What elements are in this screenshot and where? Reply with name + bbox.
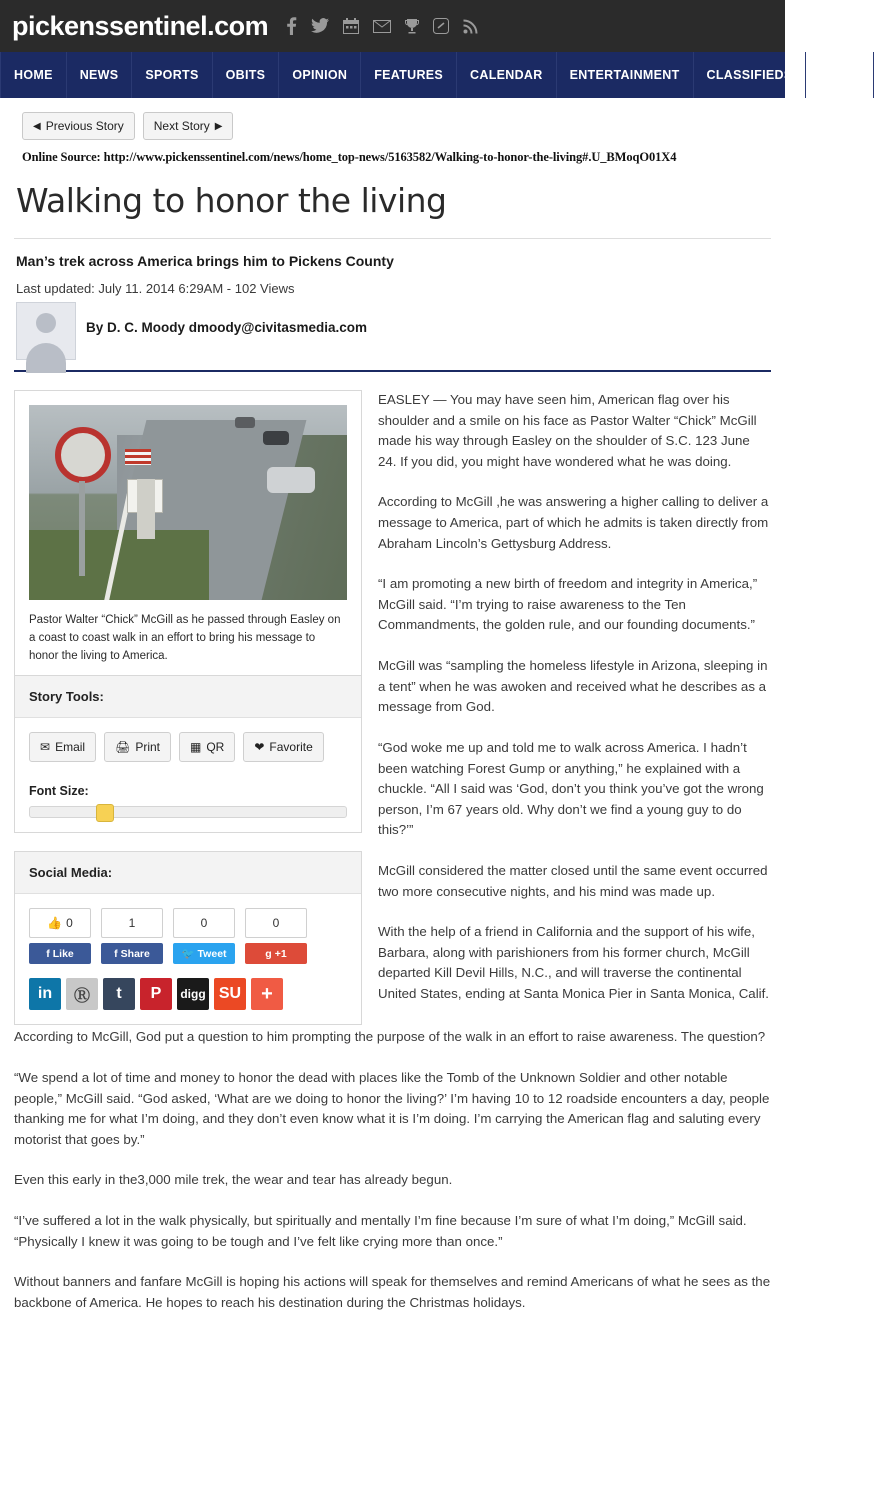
reddit-icon[interactable]: Ⓡ [66, 978, 98, 1010]
nav-item-classifieds[interactable]: CLASSIFIEDS [694, 52, 807, 98]
qr-button-label: QR [206, 740, 225, 755]
twitter-tweet-count: 0 [200, 916, 208, 931]
story-navigation [14, 98, 771, 146]
rss-icon[interactable] [463, 19, 478, 34]
article-paragraph: McGill was “sampling the homeless lifestyle in Arizona, sleeping in a tent” when he was awoken and received what he describes as a message from God. [378, 658, 768, 715]
article-paragraph: McGill considered the matter closed until the same event occurred two more consecutive nights, and his mind was made up. [378, 862, 768, 899]
article-paragraph: “God woke me up and told me to walk across America. I hadn’t been watching Forest Gump or anything,” he explained with a chuckle. “All I said was ‘God, don’t you think you’ve got the wrong person, I’m 67 years old. Why don’t we find a young guy to do this?’” [378, 739, 764, 838]
thumbs-up-icon: 👍 [47, 916, 63, 931]
main-navigation [0, 52, 860, 98]
next-story-label: Next Story [153, 119, 210, 133]
masthead-social-links [286, 17, 478, 35]
social-counters [29, 908, 347, 964]
article-body-right [378, 390, 771, 1025]
tumblr-icon[interactable]: t [103, 978, 135, 1010]
more-share-icon[interactable]: + [251, 978, 283, 1010]
next-story-button[interactable] [143, 112, 234, 140]
nav-item-business[interactable]: BUSIN [806, 52, 873, 98]
qr-code-icon: ▦ [190, 740, 202, 755]
social-media-title: Social Media: [15, 852, 361, 894]
printer-icon: 🖨 [115, 740, 131, 755]
avatar-body [26, 343, 66, 373]
article-paragraph: “I am promoting a new birth of freedom and integrity in America,” McGill said. “I’m trying to raise awareness to the Ten Commandments, the golden rule, and our founding documents.” [378, 576, 758, 633]
facebook-f-icon: f [46, 947, 50, 960]
photo-car-near [267, 467, 315, 493]
article-body-full [14, 1025, 771, 1313]
photo-car-far [235, 417, 255, 428]
divider [14, 238, 771, 239]
email-button-label: Email [55, 740, 86, 755]
pinterest-icon[interactable]: P [140, 978, 172, 1010]
american-flag-icon [125, 449, 151, 465]
facebook-share-cell [101, 908, 163, 964]
google-plus-count-bubble [245, 908, 307, 938]
chevron-right-icon: ▶ [214, 120, 223, 132]
facebook-like-count-bubble [29, 908, 91, 938]
twitter-bird-icon: 🐦 [181, 948, 195, 961]
article-paragraph: According to McGill ,he was answering a higher calling to deliver a message to America, part of which he admits is taken directly from Abraham Lincoln’s Gettysburg Address. [378, 494, 769, 551]
font-size-slider[interactable] [29, 806, 347, 818]
google-plus-cell [245, 908, 307, 964]
article-photo [29, 405, 347, 600]
nav-item-calendar[interactable]: CALENDAR [457, 52, 557, 98]
article-columns [14, 390, 771, 1025]
article-paragraph: According to McGill, God put a question to him prompting the purpose of the walk in an effort to raise awareness. The question? [14, 1029, 766, 1045]
qr-button[interactable] [179, 732, 235, 762]
favorite-button[interactable] [243, 732, 323, 762]
page-title: Walking to honor the living [16, 181, 447, 220]
google-plus-label: +1 [274, 947, 287, 960]
twitter-tweet-button[interactable] [173, 943, 235, 964]
stumbleupon-icon[interactable]: SU [214, 978, 246, 1010]
chevron-left-icon: ◀ [33, 120, 41, 132]
site-title[interactable]: pickenssentinel.com [12, 10, 269, 41]
photo-signpost [79, 481, 85, 576]
favorite-button-label: Favorite [269, 740, 313, 755]
facebook-f-icon-share: f [114, 947, 118, 960]
avatar [16, 302, 76, 360]
previous-story-button[interactable] [22, 112, 135, 140]
envelope-icon: ✉ [40, 740, 51, 755]
last-updated-text: Last updated: July 11. 2014 6:29AM - 102 Views [16, 281, 295, 296]
story-tools-body [15, 718, 361, 832]
facebook-like-count: 0 [66, 916, 73, 931]
article-paragraph: “I’ve suffered a lot in the walk physically, but spiritually and mentally I’m fine because I’m sure of what I’m doing,” McGill said. “Physically I knew it was going to be tough and I’ve felt like crying more than once.” [14, 1213, 747, 1249]
link-icon[interactable] [433, 18, 449, 34]
facebook-share-label: Share [120, 947, 150, 960]
google-g-icon: g [265, 947, 272, 960]
online-source-line: Online Source: http://www.pickenssentinel.com/news/home_top-news/5163582/Walking-to-honor-the-living#.U_BMoqO01X4 [22, 150, 677, 164]
story-tools-buttons [29, 732, 347, 762]
do-not-enter-sign-icon [55, 427, 111, 483]
facebook-icon[interactable] [286, 17, 297, 35]
font-size-slider-handle[interactable] [96, 804, 114, 822]
social-media-panel [14, 851, 362, 1025]
article-paragraph: Without banners and fanfare McGill is hoping his actions will speak for themselves and remind Americans of what he sees as the backbone of America. He hopes to reach his destination during the Christmas holidays. [14, 1274, 771, 1310]
article-subhead: Man’s trek across America brings him to Pickens County [16, 253, 394, 269]
trophy-icon[interactable] [405, 18, 419, 34]
story-tools-title: Story Tools: [15, 676, 361, 718]
nav-item-news[interactable]: NEWS [67, 52, 133, 98]
photo-caption: Pastor Walter “Chick” McGill as he passed through Easley on a coast to coast walk in an effort to bring his message to honor the living to America. [29, 614, 341, 662]
masthead [0, 0, 785, 52]
previous-story-label: Previous Story [45, 119, 124, 133]
facebook-share-count: 1 [128, 916, 136, 931]
calendar-icon[interactable] [343, 18, 359, 34]
share-icon-row [29, 978, 347, 1010]
twitter-icon[interactable] [311, 18, 329, 34]
nav-item-opinion[interactable]: OPINION [279, 52, 361, 98]
avatar-head [36, 313, 56, 333]
facebook-share-count-bubble [101, 908, 163, 938]
heart-icon: ❤ [254, 740, 265, 755]
photo-car-mid [263, 431, 289, 445]
twitter-tweet-label: Tweet [197, 947, 227, 960]
nav-item-home[interactable]: HOME [0, 52, 67, 98]
article-photo-box [14, 390, 362, 676]
nav-item-entertainment[interactable]: ENTERTAINMENT [557, 52, 694, 98]
linkedin-icon[interactable]: in [29, 978, 61, 1010]
accent-divider [14, 370, 771, 372]
byline: By D. C. Moody dmoody@civitasmedia.com [86, 320, 367, 335]
article-paragraph: Even this early in the3,000 mile trek, the wear and tear has already begun. [14, 1172, 453, 1188]
photo-walker [137, 479, 155, 539]
digg-icon[interactable]: digg [177, 978, 209, 1010]
twitter-tweet-cell [173, 908, 235, 964]
nav-item-sports[interactable]: SPORTS [132, 52, 212, 98]
google-plus-count: 0 [272, 916, 280, 931]
google-plus-button[interactable] [245, 943, 307, 964]
article-paragraph: With the help of a friend in California and the support of his wife, Barbara, along with parishioners from his former church, McGill departed Kill Devil Hills, N.C., and will traverse the continental United States, ending at Santa Monica Pier in Santa Monica, Calif. [378, 924, 769, 1002]
story-tools-panel [14, 676, 362, 833]
facebook-like-button[interactable] [29, 943, 91, 964]
email-icon[interactable] [373, 20, 391, 33]
facebook-share-button[interactable] [101, 943, 163, 964]
nav-item-obits[interactable]: OBITS [213, 52, 280, 98]
byline-row [16, 302, 771, 360]
left-column [14, 390, 362, 1025]
print-button-label: Print [135, 740, 160, 755]
twitter-tweet-count-bubble [173, 908, 235, 938]
facebook-like-label: Like [52, 947, 74, 960]
facebook-like-cell [29, 908, 91, 964]
article-paragraph: “We spend a lot of time and money to honor the dead with places like the Tomb of the Unknown Soldier and other notable people,” McGill said. “God asked, ‘What are we doing to honor the living?’ I’m having 10 to 12 roadside encounters a day, people thanking me for what I’m doing, and they don’t even know what it is I’m doing. I’m carrying the American flag and saluting every motorist that goes by.” [14, 1070, 770, 1147]
font-size-label: Font Size: [29, 784, 89, 799]
article-paragraph: EASLEY — You may have seen him, American flag over his shoulder and a smile on his face as Pastor Walter “Chick” McGill made his way through Easley on the shoulder of S.C. 123 June 24. If you did, you might have wondered what he was doing. [378, 392, 757, 469]
nav-item-features[interactable]: FEATURES [361, 52, 457, 98]
email-button[interactable] [29, 732, 96, 762]
print-button[interactable] [104, 732, 171, 762]
social-media-body [15, 894, 361, 1024]
